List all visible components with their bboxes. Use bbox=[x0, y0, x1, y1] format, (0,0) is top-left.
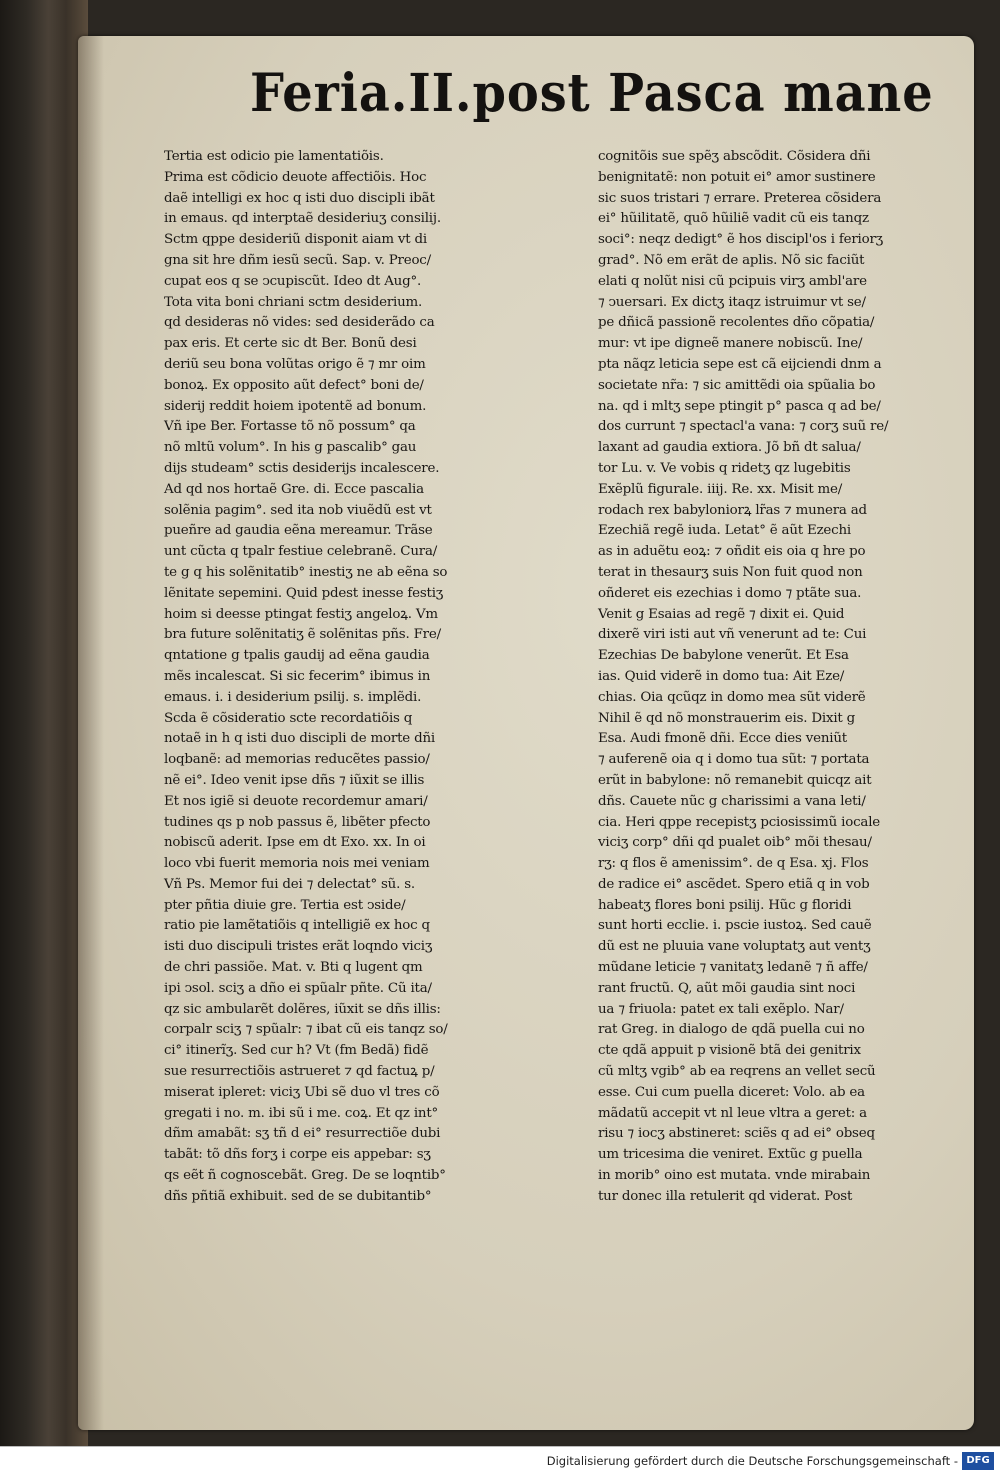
text-line: emaus. i. i desiderium psilij. s. implẽdi. bbox=[164, 689, 422, 705]
text-line: oñderet eis ezechias i domo ⁊ ptãte sua. bbox=[598, 585, 862, 601]
text-line: tabãt: tõ dñs forʒ i corpe eis appebar: sʒ bbox=[164, 1147, 431, 1163]
text-column-left bbox=[164, 147, 588, 1204]
text-line: cupat eos q se ↄcupiscũt. Ideo dt Aug°. bbox=[164, 273, 422, 289]
text-line: dñm amabãt: sʒ tñ d ei° resurrectiõe dubi bbox=[164, 1126, 441, 1142]
text-line: ci° itinerĩʒ. Sed cur h? Vt (fm Bedã) fidẽ bbox=[164, 1043, 429, 1059]
text-line: de chri passiõe. Mat. v. Bti q lugent qm bbox=[164, 960, 423, 976]
text-line: hoim si deesse ptingat festiʒ angeloꝝ. Vm bbox=[164, 606, 438, 622]
text-line: gregati i no. m. ibi sũ i me. coꝝ. Et qz int° bbox=[164, 1105, 438, 1121]
text-line: benignitatẽ: non potuit ei° amor sustinere bbox=[598, 169, 876, 185]
text-line: chias. Oia qcũqz in domo mea sũt viderẽ bbox=[598, 689, 866, 705]
text-line: loco vbi fuerit memoria nois mei veniam bbox=[164, 856, 430, 872]
text-line: ipi ↄsol. sciʒ a dño ei spũalr pñte. Cũ ita/ bbox=[164, 980, 432, 996]
text-line: pax eris. Et certe sic dt Ber. Bonũ desi bbox=[164, 336, 417, 352]
text-line: risu ⁊ iocʒ abstineret: sciẽs q ad ei° obseq bbox=[598, 1126, 875, 1142]
text-line: sunt horti ecclie. i. pscie iustoꝝ. Sed cauẽ bbox=[598, 918, 872, 934]
text-line: daẽ intelligi ex hoc q isti duo discipli ibãt bbox=[164, 190, 435, 206]
text-line: gna sit hre dñm iesũ secũ. Sap. v. Preoc/ bbox=[164, 252, 431, 268]
text-line: rant fructũ. Q, aũt mõi gaudia sint noci bbox=[598, 980, 856, 996]
text-line: dñs pñtiã exhibuit. sed de se dubitantib° bbox=[164, 1188, 432, 1204]
text-line: in emaus. qd interptaẽ desideriuʒ consilij. bbox=[164, 211, 441, 227]
text-line: Vñ ipe Ber. Fortasse tõ nõ possum° qa bbox=[164, 419, 416, 435]
text-line: grad°. Nõ em erãt de aplis. Nõ sic faciũt bbox=[598, 252, 865, 268]
text-line: cognitõis sue spẽʒ abscõdit. Cõsidera dñi bbox=[598, 149, 871, 164]
text-line: corpalr sciʒ ⁊ spũalr: ⁊ ibat cũ eis tanqz so/ bbox=[164, 1022, 448, 1038]
text-line: ⁊ ↄuersari. Ex dictʒ itaqz istruimur vt se/ bbox=[598, 294, 866, 310]
page-heading: Feria.II.post Pasca mane bbox=[250, 63, 934, 124]
funding-notice: Digitalisierung gefördert durch die Deutsche Forschungsgemeinschaft - bbox=[546, 1454, 958, 1468]
text-line: miserat ipleret: viciʒ Ubi sẽ duo vl tres cõ bbox=[164, 1084, 440, 1100]
text-line: dñs. Cauete nũc g charissimi a vana leti/ bbox=[598, 793, 866, 809]
text-line: te g q his solẽnitatib° inestiʒ ne ab eẽna so bbox=[164, 564, 448, 580]
text-line: ei° hũilitatẽ, quõ hũiliẽ vadit cũ eis tanqz bbox=[598, 211, 869, 227]
text-line: as in aduẽtu eoꝝ: ⁊ oñdit eis oia q hre po bbox=[598, 544, 866, 560]
text-line: Ezechias De babylone venerũt. Et Esa bbox=[598, 648, 849, 664]
text-line: deriũ seu bona volũtas origo ẽ ⁊ mr oim bbox=[164, 356, 426, 372]
text-line: Venit g Esaias ad regẽ ⁊ dixit ei. Quid bbox=[598, 606, 845, 622]
text-line: Ezechiã regẽ iuda. Letat° ẽ aũt Ezechi bbox=[598, 523, 851, 539]
text-line: soci°: neqz dedigt° ẽ hos discipl'os i feriorʒ bbox=[598, 232, 884, 248]
text-line: mẽs incalescat. Si sic fecerim° ibimus in bbox=[164, 668, 431, 684]
text-line: Vñ Ps. Memor fui dei ⁊ delectat° sũ. s. bbox=[164, 876, 415, 892]
text-line: um tricesima die veniret. Extũc g puella bbox=[598, 1147, 863, 1163]
text-line: Scda ẽ cõsideratio scte recordatiõis q bbox=[164, 710, 413, 726]
text-line: Et nos igiẽ si deuote recordemur amari/ bbox=[164, 793, 428, 809]
footer-bar bbox=[0, 1446, 1000, 1478]
text-line: nobiscũ aderit. Ipse em dt Exo. xx. In oi bbox=[164, 835, 426, 851]
book-spine bbox=[0, 0, 88, 1460]
text-line: habeatʒ flores boni psilij. Hũc g floridi bbox=[598, 897, 852, 913]
text-line: solẽnia pagim°. sed ita nob viuẽdũ est vt bbox=[164, 502, 432, 518]
text-line: Nihil ẽ qd nõ monstrauerim eis. Dixit g bbox=[598, 710, 856, 726]
text-line: Tertia est odicio pie lamentatiõis. bbox=[164, 149, 384, 164]
text-line: pueñre ad gaudia eẽna mereamur. Trãse bbox=[164, 523, 433, 539]
text-line: laxant ad gaudia extiora. Jõ bñ dt salua/ bbox=[598, 440, 861, 456]
text-line: esse. Cui cum puella diceret: Volo. ab ea bbox=[598, 1084, 865, 1100]
text-line: Exẽplũ figurale. iiij. Re. xx. Misit me/ bbox=[598, 481, 843, 497]
text-line: in morib° oino est mutata. vnde mirabain bbox=[598, 1168, 871, 1184]
text-line: cia. Heri qppe recepistʒ pciosissimũ iocale bbox=[598, 814, 880, 830]
text-line: Sctm qppe desideriũ disponit aiam vt di bbox=[164, 232, 427, 248]
text-line: isti duo discipuli tristes erãt loqndo viciʒ bbox=[164, 939, 433, 955]
text-line: dũ est ne pluuia vane voluptatʒ aut ventʒ bbox=[598, 939, 871, 955]
text-column-right bbox=[598, 147, 960, 1204]
text-line: qd desideras nõ vides: sed desiderãdo ca bbox=[164, 315, 435, 331]
text-line: nẽ ei°. Ideo venit ipse dñs ⁊ iũxit se illis bbox=[164, 772, 425, 788]
text-line: ias. Quid viderẽ in domo tua: Ait Eze/ bbox=[598, 668, 845, 684]
text-line: sic suos tristari ⁊ errare. Preterea cõsidera bbox=[598, 190, 882, 206]
text-line: pter pñtia diuie gre. Tertia est ↄside/ bbox=[164, 897, 406, 913]
text-line: viciʒ corp° dñi qd pualet oib° mõi thesau/ bbox=[598, 835, 872, 851]
text-line: na. qd i mltʒ sepe ptingit p° pasca q ad be/ bbox=[598, 398, 881, 414]
text-line: Prima est cõdicio deuote affectiõis. Hoc bbox=[164, 169, 427, 185]
text-line: mur: vt ipe digneẽ manere nobiscũ. Ine/ bbox=[598, 336, 863, 352]
text-line: Esa. Audi fmonẽ dñi. Ecce dies veniũt bbox=[598, 731, 847, 747]
text-line: Ad qd nos hortaẽ Gre. di. Ecce pascalia bbox=[164, 481, 424, 497]
text-line: tur donec illa retulerit qd viderat. Post bbox=[598, 1188, 853, 1204]
text-line: dos currunt ⁊ spectacl'a vana: ⁊ corʒ suũ re/ bbox=[598, 419, 889, 435]
text-line: pe dñicã passionẽ recolentes dño cõpatia/ bbox=[598, 315, 875, 331]
text-line: tudines qs p nob passus ẽ, libẽter pfecto bbox=[164, 814, 431, 830]
text-line: societate nr̃a: ⁊ sic amittẽdi oia spũalia bo bbox=[598, 377, 876, 393]
text-line: de radice ei° ascẽdet. Spero etiã q in vob bbox=[598, 876, 870, 892]
text-line: unt cũcta q tpalr festiue celebranẽ. Cura/ bbox=[164, 544, 438, 560]
text-line: qz sic ambularẽt dolẽres, iũxit se dñs illis: bbox=[164, 1001, 441, 1017]
text-line: lẽnitate sepemini. Quid pdest inesse festiʒ bbox=[164, 585, 444, 601]
text-line: notaẽ in h q isti duo discipli de morte dñi bbox=[164, 731, 435, 747]
text-line: rodach rex babyloniorꝝ lr̃as ⁊ munera ad bbox=[598, 502, 867, 518]
text-line: nõ mltũ volum°. In his g pascalib° gau bbox=[164, 440, 417, 456]
text-line: ⁊ auferenẽ oia q i domo tua sũt: ⁊ portata bbox=[598, 752, 870, 768]
text-line: cte qdã appuit p visionẽ btã dei genitrix bbox=[598, 1043, 861, 1059]
text-line: tor Lu. v. Ve vobis q ridetʒ qz lugebitis bbox=[598, 460, 851, 476]
text-line: rat Greg. in dialogo de qdã puella cui no bbox=[598, 1022, 865, 1038]
text-line: dixerẽ viri isti aut vñ venerunt ad te: Cui bbox=[598, 627, 867, 643]
text-line: ratio pie lamẽtatiõis q intelligiẽ ex hoc q bbox=[164, 918, 430, 934]
text-line: dijs studeam° sctis desiderijs incalescere. bbox=[164, 460, 440, 476]
text-line: ua ⁊ friuola: patet ex tali exẽplo. Nar/ bbox=[598, 1001, 844, 1017]
text-line: Tota vita boni chriani sctm desiderium. bbox=[164, 294, 423, 310]
text-line: rʒ: q flos ẽ amenissim°. de q Esa. xj. Flos bbox=[598, 856, 869, 872]
text-line: mũdane leticie ⁊ vanitatʒ ledanẽ ⁊ ñ affe/ bbox=[598, 960, 868, 976]
text-line: terat in thesaurʒ suis Non fuit quod non bbox=[598, 564, 863, 580]
text-line: mãdatũ accepit vt nl leue vltra a geret: a bbox=[598, 1105, 867, 1121]
text-line: bonoꝝ. Ex opposito aũt defect° boni de/ bbox=[164, 377, 424, 393]
text-line: cũ mltʒ vgib° ab ea reqrens an vellet secũ bbox=[598, 1064, 876, 1080]
text-line: bra future solẽnitatiʒ ẽ solẽnitas pñs. Fre/ bbox=[164, 627, 441, 643]
text-line: loqbanẽ: ad memorias reducẽtes passio/ bbox=[164, 752, 430, 768]
text-line: siderij reddit hoiem ipotentẽ ad bonum. bbox=[164, 398, 427, 414]
dfg-logo: DFG bbox=[962, 1452, 994, 1470]
text-line: qs eẽt ñ cognoscebãt. Greg. De se loqntib° bbox=[164, 1168, 446, 1184]
text-line: qntatione g tpalis gaudij ad eẽna gaudia bbox=[164, 648, 430, 664]
text-line: elati q nolũt nisi cũ pcipuis virʒ ambl'are bbox=[598, 273, 867, 289]
text-line: sue resurrectiõis astrueret ⁊ qd factuꝝ p/ bbox=[164, 1064, 435, 1080]
text-line: erũt in babylone: nõ remanebit quicqz ait bbox=[598, 772, 872, 788]
text-line: pta nãqz leticia sepe est cã eijciendi dnm a bbox=[598, 356, 882, 372]
